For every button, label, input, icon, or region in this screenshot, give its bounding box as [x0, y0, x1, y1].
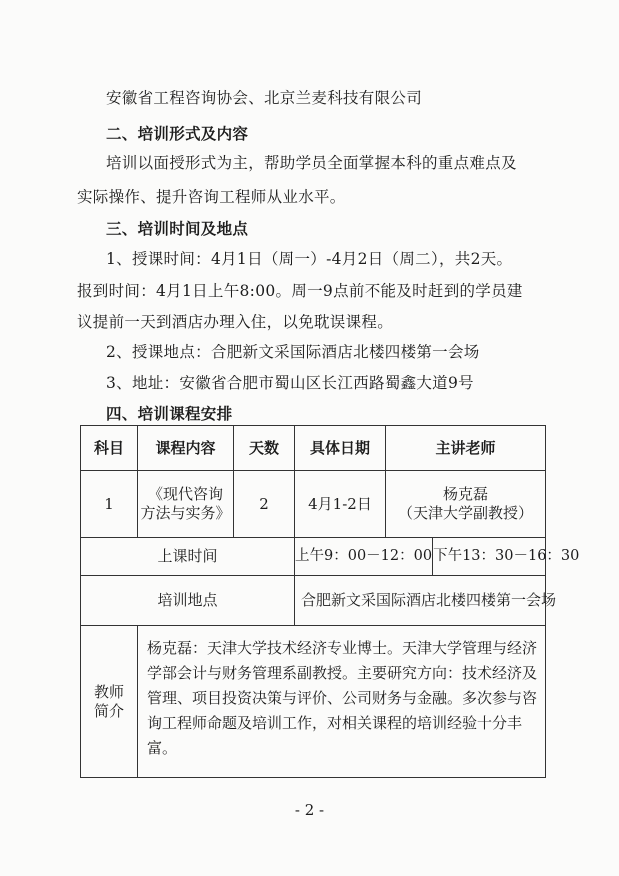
address-line: 3、地址：安徽省合肥市蜀山区长江西路蜀鑫大道9号 — [106, 374, 474, 392]
schedule-times — [295, 538, 580, 576]
schedule-label: 上课时间 — [81, 538, 295, 576]
course-title-line-2: 方法与实务》 — [140, 504, 231, 522]
cell-lecturer — [386, 471, 546, 538]
page-number: - 2 - — [294, 801, 325, 819]
venue-line: 2、授课地点：合肥新文采国际酒店北楼四楼第一会场 — [106, 343, 480, 361]
cell-subject: 1 — [81, 471, 138, 538]
header-date: 具体日期 — [295, 426, 386, 471]
bio-label-line-2: 简介 — [93, 701, 124, 720]
table-row — [81, 471, 546, 538]
section-heading-format: 二、培训形式及内容 — [106, 125, 249, 143]
table-row-bio — [81, 626, 546, 778]
schedule-time-line-1: 1、授课时间：4月1日（周一）-4月2日（周二），共2天。 — [106, 250, 513, 268]
cell-date: 4月1-2日 — [295, 471, 386, 538]
table-row-venue — [81, 576, 546, 626]
table-header-row — [81, 426, 546, 471]
format-text-line-2: 实际操作、提升咨询工程师从业水平。 — [77, 188, 346, 206]
afternoon-session: 下午13：30－16：30 — [433, 548, 580, 564]
table-row-schedule — [81, 538, 546, 576]
morning-session: 上午9：00－12：00 — [295, 538, 433, 575]
header-lecturer: 主讲老师 — [386, 426, 546, 471]
schedule-time-line-3: 议提前一天到酒店办理入住，以免耽误课程。 — [77, 313, 394, 331]
header-days: 天数 — [234, 426, 295, 471]
bio-label-line-1: 教师 — [93, 682, 124, 701]
cell-days: 2 — [234, 471, 295, 538]
venue-label: 培训地点 — [81, 576, 295, 626]
cell-course-content — [138, 471, 234, 538]
format-text-line-1: 培训以面授形式为主，帮助学员全面掌握本科的重点难点及 — [106, 154, 517, 172]
intro-organizers: 安徽省工程咨询协会、北京兰麦科技有限公司 — [106, 89, 423, 107]
bio-label — [81, 626, 138, 778]
section-heading-time-location: 三、培训时间及地点 — [106, 220, 249, 238]
schedule-time-line-2: 报到时间：4月1日上午8:00。周一9点前不能及时赶到的学员建 — [77, 282, 523, 300]
section-heading-course-schedule: 四、培训课程安排 — [106, 405, 233, 423]
bio-text: 杨克磊：天津大学技术经济专业博士。天津大学管理与经济学部会计与财务管理系副教授。主要研究方向：技术经济及管理、项目投资决策与评价、公司财务与金融。多次参与咨询工程师命题及培训工作，对相关课程的培训经验十分丰富。 — [138, 626, 546, 778]
course-schedule-table — [80, 425, 580, 778]
course-title-line-1: 《现代咨询 — [147, 485, 223, 503]
venue-value: 合肥新文采国际酒店北楼四楼第一会场 — [295, 576, 546, 626]
header-course-content: 课程内容 — [138, 426, 234, 471]
header-subject: 科目 — [81, 426, 138, 471]
lecturer-title: （天津大学副教授） — [397, 504, 533, 522]
lecturer-name: 杨克磊 — [442, 485, 488, 503]
